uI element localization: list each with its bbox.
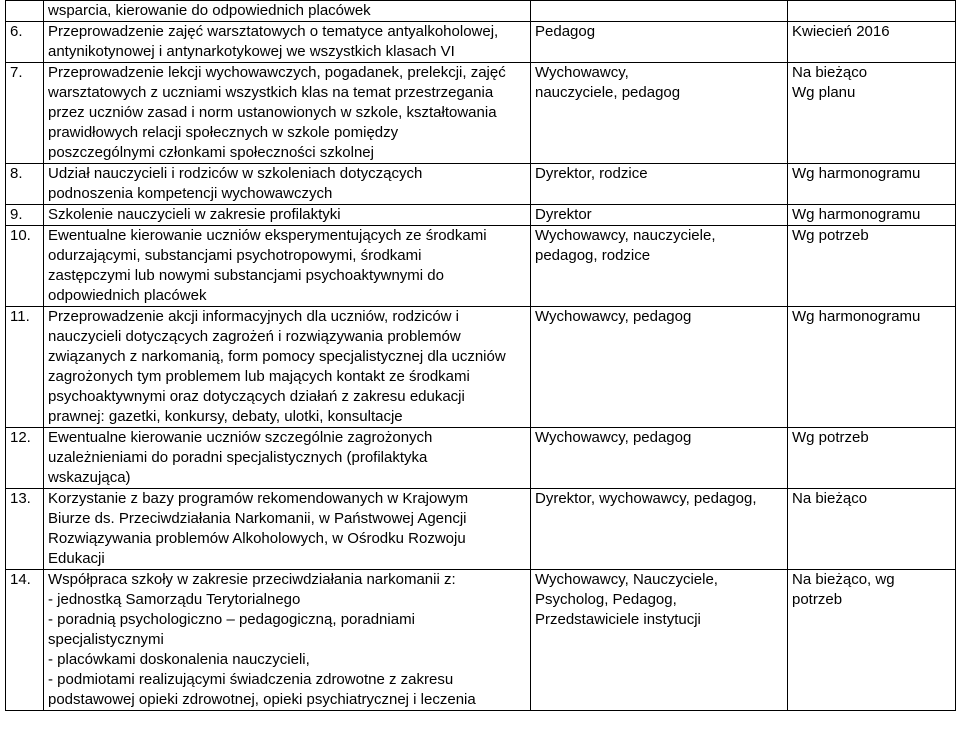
table-row	[6, 164, 956, 205]
task-description-cell	[44, 164, 531, 205]
task-description-line: Szkolenie nauczycieli w zakresie profilaktyki	[48, 206, 341, 223]
table-row	[6, 570, 956, 711]
task-description-line: Przeprowadzenie lekcji wychowawczych, pogadanek, prelekcji, zajęć	[48, 64, 506, 81]
row-number: 9.	[6, 205, 44, 226]
responsible-persons-cell	[531, 205, 788, 226]
task-description-line: - podmiotami realizującymi świadczenia zdrowotne z zakresu	[48, 671, 454, 688]
table-row	[6, 489, 956, 570]
responsible-persons-line: Wychowawcy, Nauczyciele,	[535, 571, 718, 588]
row-number: 11.	[6, 307, 44, 428]
row-number: 8.	[6, 164, 44, 205]
row-number: 7.	[6, 63, 44, 164]
deadline-line: Na bieżąco, wg	[792, 571, 895, 588]
task-description-cell	[44, 1, 531, 22]
responsible-persons-cell	[531, 22, 788, 63]
task-description-line: uzależnieniami do poradni specjalistycznych (profilaktyka	[48, 449, 428, 466]
task-description-cell	[44, 63, 531, 164]
task-description-line: Edukacji	[48, 550, 105, 567]
table-row	[6, 226, 956, 307]
table-row	[6, 205, 956, 226]
row-number: 6.	[6, 22, 44, 63]
deadline-line: Kwiecień 2016	[792, 23, 890, 40]
task-description-line: Przeprowadzenie zajęć warsztatowych o tematyce antyalkoholowej,	[48, 23, 499, 40]
task-description-line: poszczególnymi członkami społeczności szkolnej	[48, 144, 374, 161]
task-description-cell	[44, 428, 531, 489]
deadline-cell	[788, 570, 956, 711]
responsible-persons-line: pedagog, rodzice	[535, 247, 651, 264]
task-description-line: Współpraca szkoły w zakresie przeciwdziałania narkomanii z:	[48, 571, 456, 588]
task-description-line: antynikotynowej i antynarkotykowej we wszystkich klasach VI	[48, 43, 455, 60]
task-description-line: Przeprowadzenie akcji informacyjnych dla uczniów, rodziców i	[48, 308, 460, 325]
table-row	[6, 307, 956, 428]
task-description-line: nauczycieli dotyczących zagrożeń i rozwiązywania problemów	[48, 328, 461, 345]
deadline-line: Wg planu	[792, 84, 856, 101]
responsible-persons-line: Wychowawcy, nauczyciele,	[535, 227, 716, 244]
responsible-persons-line: nauczyciele, pedagog	[535, 84, 681, 101]
responsible-persons-line: Dyrektor	[535, 206, 592, 223]
task-description-line: Ewentualne kierowanie uczniów szczególnie zagrożonych	[48, 429, 433, 446]
responsible-persons-cell	[531, 1, 788, 22]
task-description-line: przez uczniów zasad i norm ustanowionych w szkole, kształtowania	[48, 104, 497, 121]
task-description-line: podnoszenia kompetencji wychowawczych	[48, 185, 333, 202]
deadline-line: Wg potrzeb	[792, 429, 869, 446]
task-description-line: związanych z narkomanią, form pomocy specjalistycznej dla uczniów	[48, 348, 506, 365]
deadline-line: potrzeb	[792, 591, 843, 608]
responsible-persons-line: Wychowawcy, pedagog	[535, 308, 692, 325]
responsible-persons-cell	[531, 164, 788, 205]
table-row	[6, 428, 956, 489]
task-description-line: psychoaktywnymi oraz dotyczących działań z zakresu edukacji	[48, 388, 465, 405]
responsible-persons-cell	[531, 489, 788, 570]
task-description-line: specjalistycznymi	[48, 631, 164, 648]
task-description-line: odpowiednich placówek	[48, 287, 207, 304]
task-description-line: Korzystanie z bazy programów rekomendowanych w Krajowym	[48, 490, 469, 507]
task-description-cell	[44, 307, 531, 428]
task-description-line: prawidłowych relacji społecznych w szkole pomiędzy	[48, 124, 399, 141]
deadline-line: Wg harmonogramu	[792, 308, 921, 325]
task-description-cell	[44, 22, 531, 63]
deadline-line: Wg harmonogramu	[792, 206, 921, 223]
deadline-cell	[788, 428, 956, 489]
deadline-cell	[788, 22, 956, 63]
task-description-line: podstawowej opieki zdrowotnej, opieki psychiatrycznej i leczenia	[48, 691, 476, 708]
task-description-line: - jednostką Samorządu Terytorialnego	[48, 591, 301, 608]
activities-table	[5, 0, 956, 711]
task-description-line: Udział nauczycieli i rodziców w szkoleniach dotyczących	[48, 165, 423, 182]
task-description-line: warsztatowych z uczniami wszystkich klas na temat przestrzegania	[48, 84, 494, 101]
task-description-line: prawnej: gazetki, konkursy, debaty, ulotki, konsultacje	[48, 408, 403, 425]
task-description-line: Biurze ds. Przeciwdziałania Narkomanii, w Państwowej Agencji	[48, 510, 467, 527]
row-number	[6, 1, 44, 22]
deadline-line: Na bieżąco	[792, 64, 868, 81]
table-row	[6, 63, 956, 164]
responsible-persons-line: Dyrektor, wychowawcy, pedagog,	[535, 490, 757, 507]
deadline-cell	[788, 1, 956, 22]
deadline-line: Na bieżąco	[792, 490, 868, 507]
deadline-cell	[788, 63, 956, 164]
responsible-persons-cell	[531, 226, 788, 307]
responsible-persons-cell	[531, 307, 788, 428]
task-description-cell	[44, 226, 531, 307]
task-description-line: zastępczymi lub nowymi substancjami psychoaktywnymi do	[48, 267, 444, 284]
responsible-persons-line: Pedagog	[535, 23, 596, 40]
task-description-line: - poradnią psychologiczno – pedagogiczną, poradniami	[48, 611, 415, 628]
deadline-cell	[788, 489, 956, 570]
row-number: 10.	[6, 226, 44, 307]
task-description-line: odurzającymi, substancjami psychotropowymi, środkami	[48, 247, 422, 264]
task-description-line: wsparcia, kierowanie do odpowiednich placówek	[48, 2, 371, 19]
task-description-line: wskazująca)	[48, 469, 131, 486]
deadline-cell	[788, 226, 956, 307]
responsible-persons-line: Wychowawcy, pedagog	[535, 429, 692, 446]
responsible-persons-line: Przedstawiciele instytucji	[535, 611, 701, 628]
task-description-cell	[44, 489, 531, 570]
deadline-cell	[788, 205, 956, 226]
responsible-persons-cell	[531, 63, 788, 164]
deadline-cell	[788, 164, 956, 205]
table-row	[6, 22, 956, 63]
responsible-persons-line: Wychowawcy,	[535, 64, 629, 81]
deadline-line: Wg potrzeb	[792, 227, 869, 244]
table-row	[6, 1, 956, 22]
task-description-line: Ewentualne kierowanie uczniów eksperymentujących ze środkami	[48, 227, 487, 244]
task-description-line: - placówkami doskonalenia nauczycieli,	[48, 651, 310, 668]
row-number: 13.	[6, 489, 44, 570]
responsible-persons-line: Psycholog, Pedagog,	[535, 591, 677, 608]
responsible-persons-cell	[531, 428, 788, 489]
row-number: 14.	[6, 570, 44, 711]
responsible-persons-line: Dyrektor, rodzice	[535, 165, 648, 182]
task-description-cell	[44, 570, 531, 711]
task-description-line: zagrożonych tym problemem lub mających kontakt ze środkami	[48, 368, 470, 385]
row-number: 12.	[6, 428, 44, 489]
task-description-cell	[44, 205, 531, 226]
task-description-line: Rozwiązywania problemów Alkoholowych, w Ośrodku Rozwoju	[48, 530, 466, 547]
deadline-cell	[788, 307, 956, 428]
deadline-line: Wg harmonogramu	[792, 165, 921, 182]
responsible-persons-cell	[531, 570, 788, 711]
